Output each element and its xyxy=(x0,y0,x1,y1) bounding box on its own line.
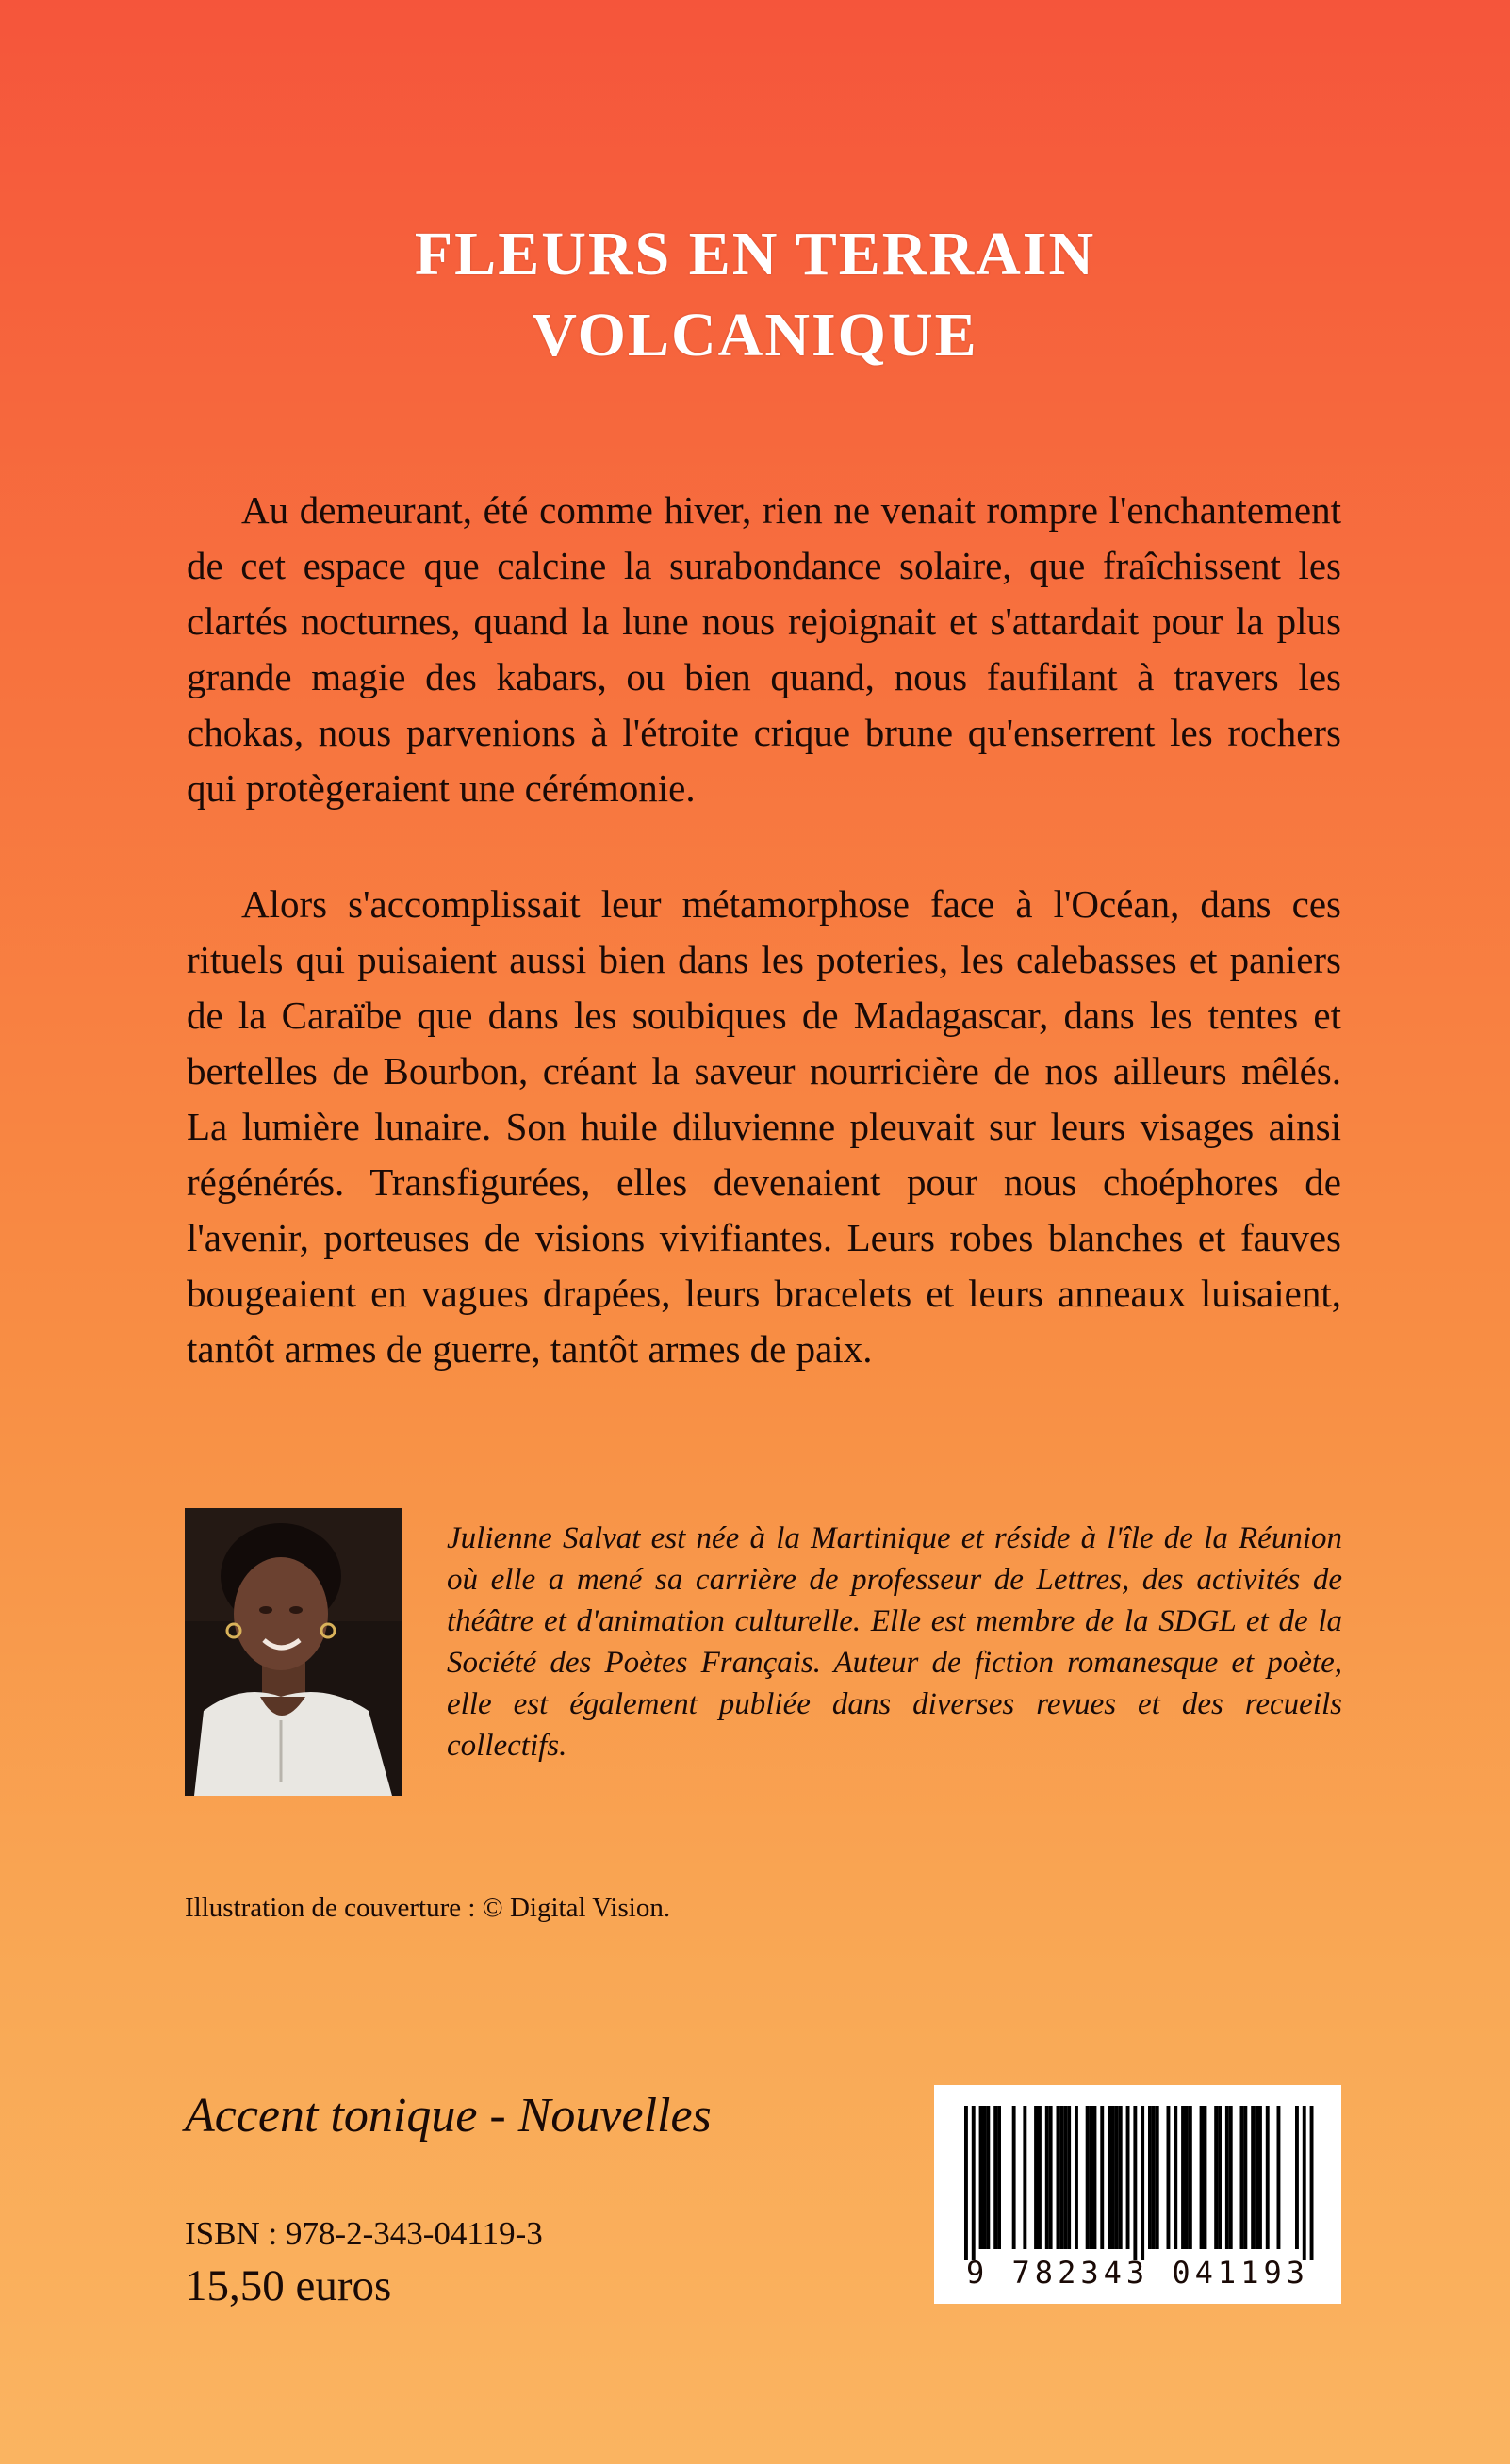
barcode-bar xyxy=(1251,2106,1255,2249)
barcode-bar xyxy=(1156,2106,1159,2249)
barcode-bar xyxy=(983,2106,987,2249)
barcode-bar xyxy=(1148,2106,1152,2249)
barcode-bar xyxy=(972,2106,976,2260)
barcode-bar xyxy=(1108,2106,1111,2249)
barcode-number: 9 782343 041193 xyxy=(966,2255,1309,2291)
barcode-bar xyxy=(1295,2106,1299,2249)
barcode-bar xyxy=(1057,2106,1060,2249)
barcode-bar xyxy=(1090,2106,1093,2249)
barcode-bar xyxy=(1133,2106,1137,2260)
barcode-bar xyxy=(1034,2106,1038,2249)
barcode-bar xyxy=(1266,2106,1270,2249)
barcode-bar xyxy=(1229,2106,1233,2249)
barcode-bar xyxy=(1012,2106,1016,2249)
barcode-bar xyxy=(1067,2106,1071,2249)
book-title-line-2: VOLCANIQUE xyxy=(532,301,978,370)
barcode-bar xyxy=(1111,2106,1115,2249)
barcode-bar xyxy=(1126,2106,1130,2249)
barcode-bar xyxy=(1218,2106,1222,2249)
barcode-bar xyxy=(1200,2106,1204,2249)
barcode-bar xyxy=(1204,2106,1207,2249)
excerpt-paragraph-2: Alors s'accomplissait leur métamorphose face à l'Océan, dans ces rituels qui puisaient aussi bien dans les poteries, les calebasses et paniers de la Caraïbe que dans les soubiques de Madagascar, dans les tentes et bertelles de Bourbon, créant la saveur nourricière de nos ailleurs mêlés. La lumière lunaire. Son huile diluvienne pleuvait sur leurs visages ainsi régénérés. Transfigurées, elles devenaient pour nous choéphores de l'avenir, porteuses de visions vivifiantes. Leurs robes blanches et fauves bougeaient en vagues drapées, leurs bracelets et leurs anneaux luisaient, tantôt armes de guerre, tantôt armes de paix. xyxy=(187,882,1341,1371)
barcode-bar xyxy=(1023,2106,1026,2249)
barcode-bar xyxy=(1214,2106,1218,2249)
isbn: ISBN : 978-2-343-04119-3 xyxy=(185,2215,543,2252)
barcode-bar xyxy=(1174,2106,1177,2249)
cover-illustration-credit: Illustration de couverture : © Digital Vision. xyxy=(185,1893,671,1923)
barcode-bar xyxy=(1115,2106,1119,2249)
barcode-bar xyxy=(1243,2106,1247,2249)
barcode-bar xyxy=(979,2106,983,2249)
barcode-bar xyxy=(1255,2106,1258,2249)
barcode-bar xyxy=(1303,2106,1306,2260)
barcode-bar xyxy=(1063,2106,1067,2249)
barcode-bar xyxy=(1141,2106,1144,2260)
barcode-bar xyxy=(1258,2106,1262,2249)
barcode-bar xyxy=(993,2106,997,2249)
barcode-bar xyxy=(1152,2106,1156,2249)
barcode-bar xyxy=(1240,2106,1244,2249)
book-title-line-1: FLEURS EN TERRAIN xyxy=(414,220,1096,288)
barcode-bar xyxy=(1185,2106,1189,2249)
barcode-bar xyxy=(1086,2106,1090,2249)
price: 15,50 euros xyxy=(185,2261,392,2310)
barcode-bar xyxy=(1093,2106,1097,2249)
barcode-bar xyxy=(1225,2106,1229,2249)
author-photo xyxy=(185,1508,402,1796)
barcode-bar xyxy=(1167,2106,1171,2249)
barcode-bar xyxy=(1038,2106,1042,2249)
barcode-bar xyxy=(1075,2106,1078,2249)
barcode-bar xyxy=(1181,2106,1185,2249)
barcode-bar xyxy=(1100,2106,1104,2249)
author-bio: Julienne Salvat est née à la Martinique et réside à l'île de la Réunion où elle a mené sa carrière de professeur de Lettres, des activités de théâtre et d'animation culturelle. Elle est membre de la SDGL et de la Société des Poètes Français. Auteur de fiction romanesque et poète, elle est également publiée dans diverses revues et des recueils collectifs. xyxy=(447,1521,1342,1763)
barcode-bar xyxy=(1059,2106,1063,2249)
barcode-bar xyxy=(1049,2106,1053,2249)
barcode-bar xyxy=(1310,2106,1314,2260)
barcode-bar xyxy=(1119,2106,1123,2249)
barcode-bar xyxy=(1189,2106,1192,2249)
series-name: Accent tonique - Nouvelles xyxy=(185,2089,712,2143)
barcode-bar xyxy=(964,2106,968,2260)
author-portrait-image xyxy=(185,1508,402,1796)
barcode xyxy=(934,2085,1341,2304)
barcode-bar xyxy=(1045,2106,1049,2249)
barcode-bar xyxy=(986,2106,990,2249)
excerpt-paragraph-1: Au demeurant, été comme hiver, rien ne venait rompre l'enchantement de cet espace que calcine la surabondance solaire, que fraîchissent les clartés nocturnes, quand la lune nous rejoignait et s'attardait pour la plus grande magie des kabars, ou bien quand, nous faufilant à travers les chokas, nous parvenions à l'étroite crique brune qu'enserrent les rochers qui protègeraient une cérémonie. xyxy=(187,488,1341,810)
barcode-bar xyxy=(1277,2106,1281,2249)
barcode-bar xyxy=(997,2106,1001,2249)
